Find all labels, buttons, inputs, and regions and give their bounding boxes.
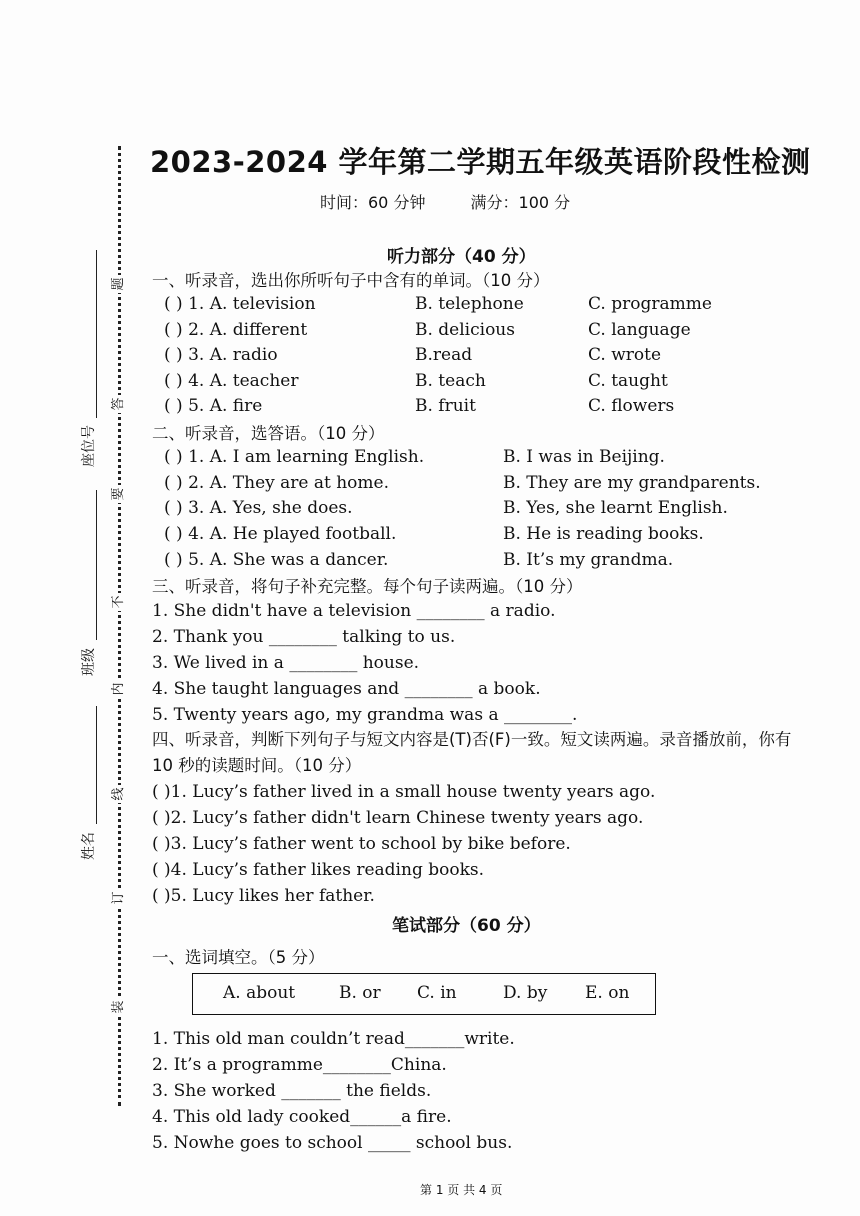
list-item: ( )1. Lucy’s father lived in a small house twenty years ago. bbox=[152, 782, 656, 802]
written-part1-heading: 一、选词填空。（5 分） bbox=[152, 948, 325, 967]
full-score: 满分：100 分 bbox=[470, 193, 571, 212]
binding-char: 要 bbox=[111, 485, 127, 503]
binding-char: 答 bbox=[111, 395, 127, 413]
time-limit: 时间：60 分钟 bbox=[320, 193, 426, 212]
list-item: 3. We lived in a ________ house. bbox=[152, 653, 420, 673]
list-item: 5. Nowhe goes to school _____ school bus. bbox=[152, 1133, 513, 1153]
name-label: 姓名 bbox=[81, 832, 97, 860]
exam-page: 题 答 要 不 内 线 订 装 座位号 班级 姓名 2023-2024 学年第二学期五年级英语阶段性检测 时间：60 分钟 满分：100 分 听力部分（40 分） 一、听录音，选出你所听句子中含有的单词。（10 分） ( ) 1. A. television B. telephone C. programme ( ) 2. A. different B. delicious C. language ( ) 3. A. radio B.read C. wrote ( ) 4. A. teacher B. teach C. taught ( ) 5. A. fire B. fruit C. flowers 二、听录音，选答语。（10 分） ( ) 1. A. I am learning English. B. I was in Beijing. ( ) 2. A. They are at home. B. They are my grandparents. ( ) 3. A. Yes, she does. B. Yes, she learnt English. ( ) 4. A. He played football. B. He is reading books. ( ) 5. A. She was a dancer. B. It’s my grandma. 三、听录音，将句子补充完整。每个句子读两遍。（10 分） 1. She didn't have a television ________ a radio. 2. Thank you ________ talking to us. 3. We lived in a ________ house. 4. She taught languages and ________ a book. 5. Twenty years ago, my grandma was a ________. 四、听录音，判断下列句子与短文内容是(T)否(F)一致。短文读两遍。录音播放前，你有 10 秒的读题时间。（10 分） ( )1. Lucy’s father lived in a small house twenty years ago. ( )2. Lucy’s father didn't learn Chinese twenty years ago. ( )3. Lucy’s father went to school by bike before. ( )4. Lucy’s father likes reading books. ( )5. Lucy likes her father. 笔试部分（60 分） 一、选词填空。（5 分） A. about B. or C. in D. by E. on 1. This old man couldn’t read_______write. 2. It’s a programme________China. 3. She worked _______ the fields. 4. This old lady cooked______a fire. 5. Nowhe goes to school _____ school bus. 第 1 页 共 4 页 bbox=[0, 0, 860, 1216]
written-heading: 笔试部分（60 分） bbox=[392, 916, 541, 936]
binding-char: 装 bbox=[111, 998, 127, 1016]
class-label: 班级 bbox=[81, 648, 97, 676]
page-number: 第 1 页 共 4 页 bbox=[420, 1183, 503, 1197]
binding-char: 题 bbox=[111, 275, 127, 293]
list-item: ( )5. Lucy likes her father. bbox=[152, 886, 375, 906]
page-title: 2023-2024 学年第二学期五年级英语阶段性检测 bbox=[150, 145, 811, 179]
list-item: 5. Twenty years ago, my grandma was a ________. bbox=[152, 705, 578, 725]
list-item: 3. She worked _______ the fields. bbox=[152, 1081, 432, 1101]
class-field[interactable] bbox=[96, 490, 97, 640]
listening-part1-heading: 一、听录音，选出你所听句子中含有的单词。（10 分） bbox=[152, 271, 550, 290]
listening-part4-heading: 四、听录音，判断下列句子与短文内容是(T)否(F)一致。短文读两遍。录音播放前，你有 10 秒的读题时间。（10 分） bbox=[152, 730, 792, 775]
listening-part3-heading: 三、听录音，将句子补充完整。每个句子读两遍。（10 分） bbox=[152, 577, 583, 596]
list-item: 2. It’s a programme________China. bbox=[152, 1055, 447, 1075]
binding-char: 订 bbox=[111, 889, 127, 907]
word-option: C. in bbox=[417, 983, 457, 1003]
word-option: A. about bbox=[223, 983, 296, 1003]
seat-number-label: 座位号 bbox=[81, 425, 97, 467]
listening-heading: 听力部分（40 分） bbox=[387, 247, 536, 267]
list-item: 4. She taught languages and ________ a book. bbox=[152, 679, 541, 699]
list-item: 1. She didn't have a television ________ a radio. bbox=[152, 601, 556, 621]
list-item: ( )3. Lucy’s father went to school by bike before. bbox=[152, 834, 571, 854]
list-item: ( )2. Lucy’s father didn't learn Chinese twenty years ago. bbox=[152, 808, 644, 828]
list-item: 4. This old lady cooked______a fire. bbox=[152, 1107, 452, 1127]
binding-char: 线 bbox=[111, 785, 127, 803]
seat-number-field[interactable] bbox=[96, 250, 97, 418]
word-option: D. by bbox=[503, 983, 548, 1003]
listening-part2-heading: 二、听录音，选答语。（10 分） bbox=[152, 424, 385, 443]
exam-info bbox=[320, 190, 610, 213]
list-item: 2. Thank you ________ talking to us. bbox=[152, 627, 456, 647]
word-option: B. or bbox=[339, 983, 381, 1003]
list-item: ( )4. Lucy’s father likes reading books. bbox=[152, 860, 485, 880]
binding-char: 不 bbox=[111, 593, 127, 611]
word-bank bbox=[192, 973, 656, 1015]
name-field[interactable] bbox=[96, 706, 97, 824]
list-item: 1. This old man couldn’t read_______write. bbox=[152, 1029, 515, 1049]
word-option: E. on bbox=[585, 983, 630, 1003]
binding-char: 内 bbox=[111, 680, 127, 698]
